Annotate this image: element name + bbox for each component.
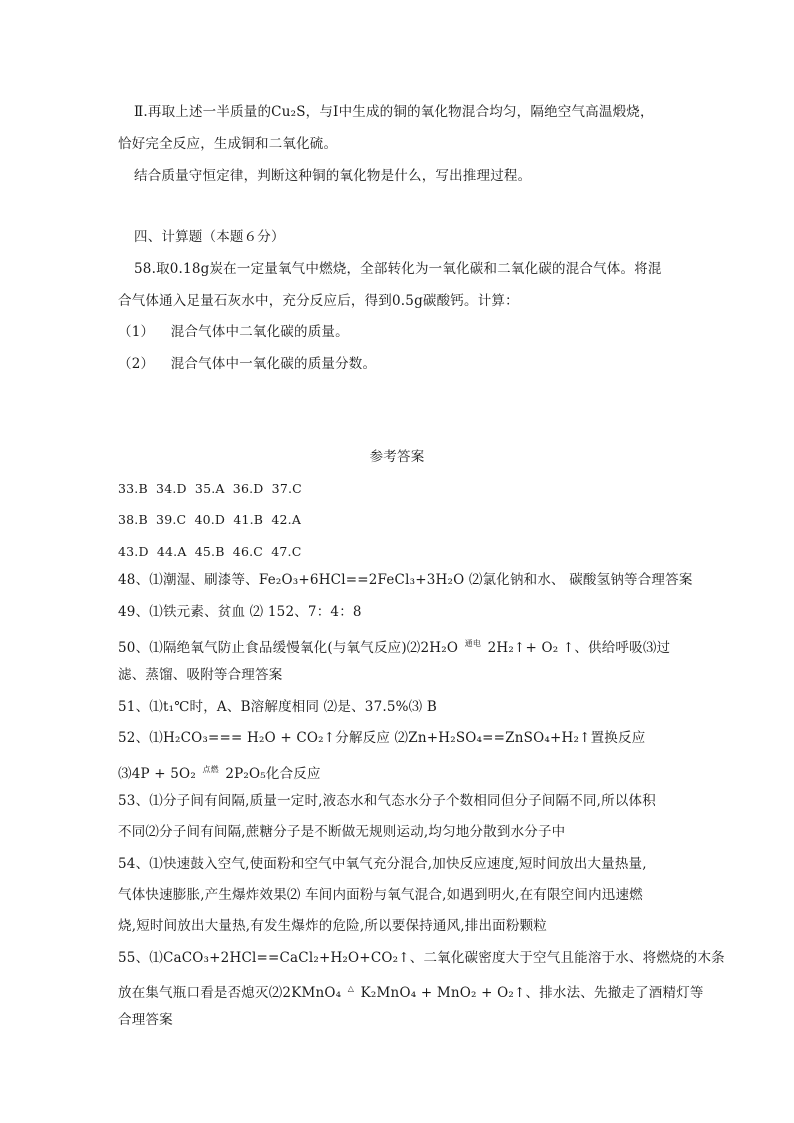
answer-55-line-3: 合理答案 [118, 1012, 173, 1028]
answer-52-condition: 点燃 [202, 765, 219, 774]
q58-line-2: 合气体通入足量石灰水中，充分反应后，得到0.5g碳酸钙。计算： [118, 293, 519, 309]
answer-55-condition: △ [347, 984, 355, 993]
answer-54-line-1: 54、⑴快速鼓入空气,使面粉和空气中氧气充分混合,加快反应速度,短时间放出大量热量, [118, 856, 647, 872]
answer-52-part-a: ⑶4P + 5O₂ [118, 766, 196, 782]
answer-52-line-1: 52、⑴H₂CO₃=== H₂O + CO₂↑分解反应 ⑵Zn+H₂SO₄==ZnSO₄+H₂↑置换反应 [118, 730, 646, 746]
answer-52-line-2 [118, 760, 321, 784]
q58-sub1-number: （1） [118, 324, 155, 340]
part2-line-2: 恰好完全反应，生成铜和二氧化硫。 [118, 136, 338, 152]
answers-row-38-42: 38.B 39.C 40.D 41.B 42.A [118, 512, 302, 527]
q58-sub2-number: （2） [118, 356, 155, 372]
answer-50-line-1 [118, 634, 670, 658]
answer-50-line-2: 滤、蒸馏、吸附等合理答案 [118, 667, 283, 683]
q58-sub2 [118, 354, 376, 374]
answer-54-line-3: 烧,短时间放出大量热,有发生爆炸的危险,所以要保持通风,排出面粉颗粒 [118, 918, 547, 934]
q58-sub1-text: 混合气体中二氧化碳的质量。 [170, 324, 349, 340]
answer-50-part-b: 2H₂↑+ O₂ ↑、供给呼吸⑶过 [487, 640, 671, 656]
answer-52-part-b: 2P₂O₅化合反应 [225, 766, 321, 782]
q58-sub2-text: 混合气体中一氧化碳的质量分数。 [170, 356, 377, 372]
answer-55-part-b: K₂MnO₄ + MnO₂ + O₂↑、排水法、先撤走了酒精灯等 [360, 985, 704, 1001]
answer-53-line-2: 不同⑵分子间有间隔,蔗糖分子是不断做无规则运动,均匀地分散到水分子中 [118, 824, 566, 840]
answer-49: 49、⑴铁元素、贫血 ⑵ 152、7：4：8 [118, 604, 362, 620]
answer-50-condition: 通电 [464, 639, 482, 648]
answer-55-part-a: 放在集气瓶口看是否熄灭⑵2KMnO₄ [118, 985, 342, 1001]
q58-line-1: 58.取0.18g炭在一定量氧气中燃烧，全部转化为一氧化碳和二氧化碳的混合气体。将混 [134, 261, 662, 277]
answers-row-33-37: 33.B 34.D 35.A 36.D 37.C [118, 481, 302, 496]
answer-48: 48、⑴潮湿、刷漆等、Fe₂O₃+6HCl==2FeCl₃+3H₂O ⑵氯化钠和水、 碳酸氢钠等合理答案 [118, 572, 693, 588]
answer-51: 51、⑴t₁℃时，A、B溶解度相同 ⑵是、37.5%⑶ B [118, 699, 437, 715]
q58-sub1 [118, 322, 349, 342]
answer-54-line-2: 气体快速膨胀,产生爆炸效果⑵ 车间内面粉与氧气混合,如遇到明火,在有限空间内迅速燃 [118, 887, 643, 903]
answers-title: 参考答案 [369, 449, 425, 465]
answer-55-line-2 [118, 979, 704, 1003]
answer-53-line-1: 53、⑴分子间有间隔,质量一定时,液态水和气态水分子个数相同但分子间隔不同,所以体积 [118, 793, 656, 809]
answers-row-43-47: 43.D 44.A 45.B 46.C 47.C [118, 544, 302, 559]
answer-55-line-1: 55、⑴CaCO₃+2HCl==CaCl₂+H₂O+CO₂↑、二氧化碳密度大于空气且能溶于水、将燃烧的木条 [118, 950, 725, 966]
section4-heading: 四、计算题（本题６分） [134, 229, 285, 245]
answer-50-part-a: 50、⑴隔绝氧气防止食品缓慢氧化(与氧气反应)⑵2H₂O [118, 640, 459, 656]
part2-line-1: Ⅱ.再取上述一半质量的Cu₂S，与Ⅰ中生成的铜的氧化物混合均匀，隔绝空气高温煅烧， [134, 104, 654, 120]
part2-line-3: 结合质量守恒定律，判断这种铜的氧化物是什么，写出推理过程。 [134, 168, 532, 184]
